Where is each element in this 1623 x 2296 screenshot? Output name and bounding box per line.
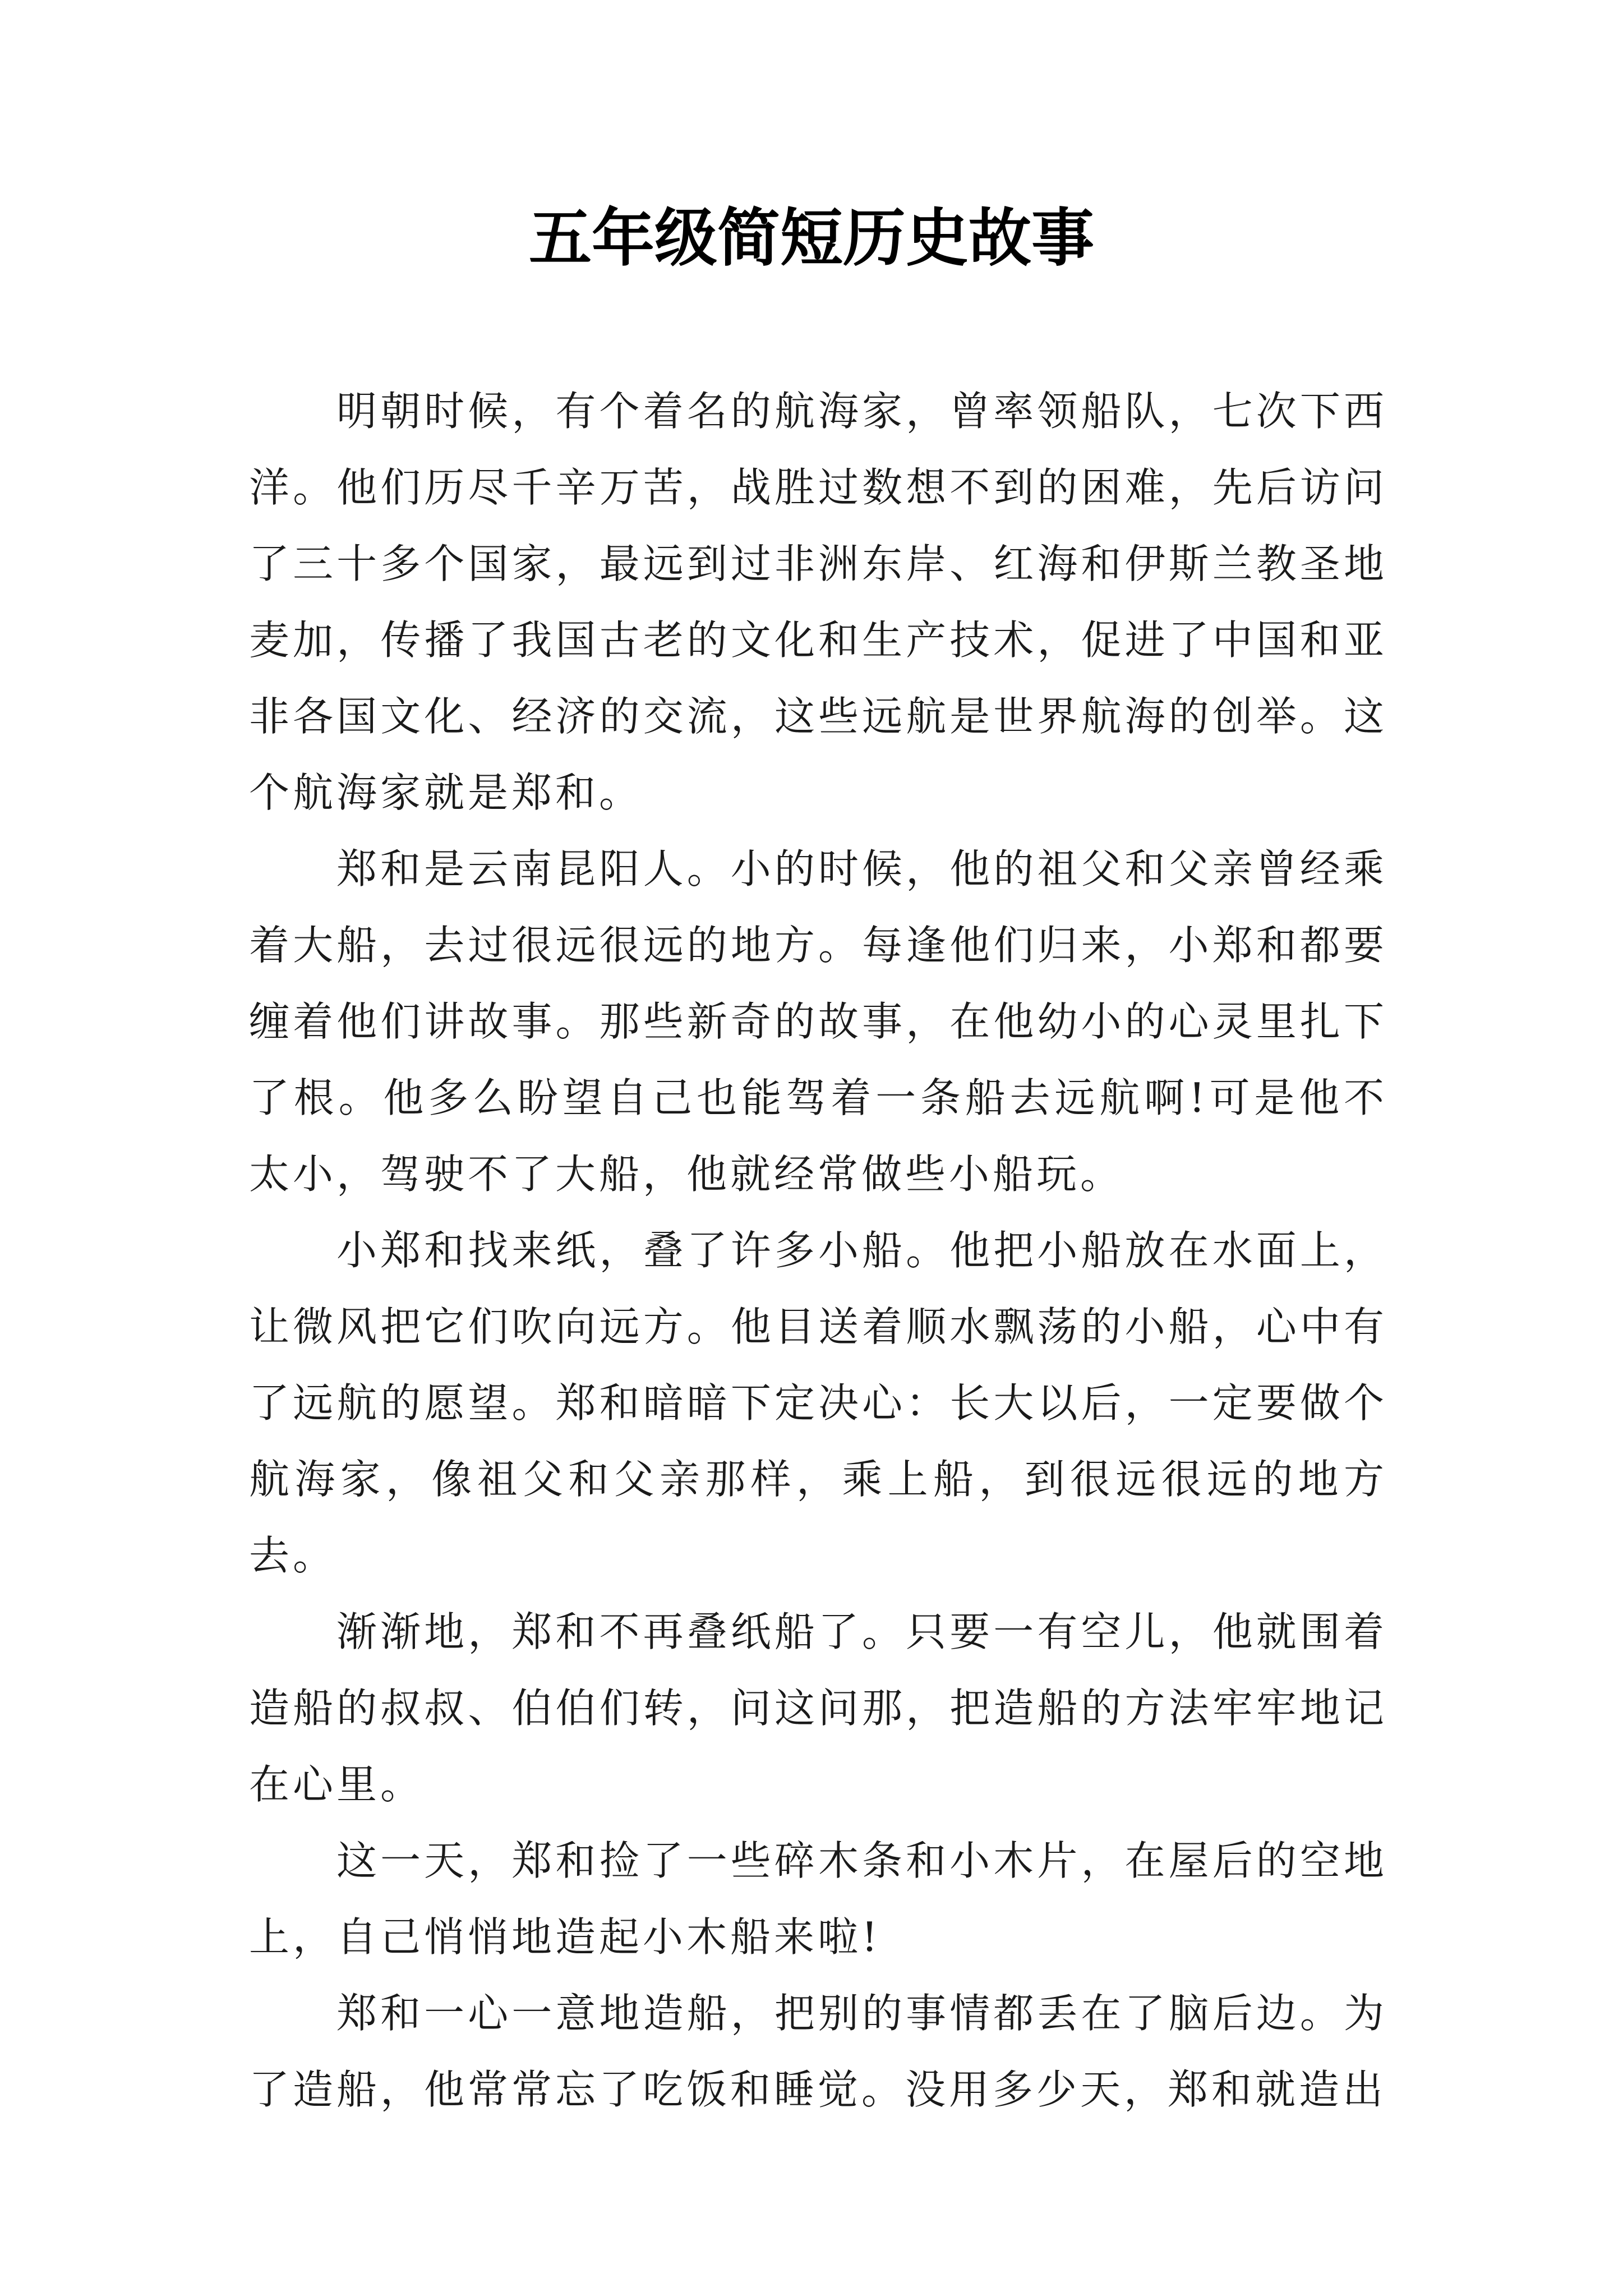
- document-title: 五年级简短历史故事: [529, 201, 1094, 275]
- paragraph: 这一天，郑和捡了一些碎木条和小木片，在屋后的空地上，自己悄悄地造起小木船来啦!: [249, 1837, 1387, 1961]
- paragraph: 郑和是云南昆阳人。小的时候，他的祖父和父亲曾经乘着大船，去过很远很远的地方。每逢他们归来，小郑和都要缠着他们讲故事。那些新奇的故事，在他幼小的心灵里扎下了根。他多么盼望自己也能驾着一条船去远航啊!可是他不太小，驾驶不了大船，他就经常做些小船玩。: [249, 845, 1387, 1198]
- paragraph: 明朝时候，有个着名的航海家，曾率领船队，七次下西洋。他们历尽千辛万苦，战胜过数想不到的困难，先后访问了三十多个国家，最远到过非洲东岸、红海和伊斯兰教圣地麦加，传播了我国古老的文化和生产技术，促进了中国和亚非各国文化、经济的交流，这些远航是世界航海的创举。这个航海家就是郑和。: [249, 388, 1387, 816]
- paragraph: 郑和一心一意地造船，把别的事情都丢在了脑后边。为了造船，他常常忘了吃饭和睡觉。没用多少天，郑和就造出: [249, 1990, 1387, 2113]
- document-body: [249, 373, 1387, 2128]
- paragraph: 小郑和找来纸，叠了许多小船。他把小船放在水面上，让微风把它们吹向远方。他目送着顺水飘荡的小船，心中有了远航的愿望。郑和暗暗下定决心：长大以后，一定要做个航海家，像祖父和父亲那样，乘上船，到很远很远的地方去。: [249, 1227, 1387, 1579]
- paragraph: 渐渐地，郑和不再叠纸船了。只要一有空儿，他就围着造船的叔叔、伯伯们转，问这问那，把造船的方法牢牢地记在心里。: [249, 1608, 1387, 1808]
